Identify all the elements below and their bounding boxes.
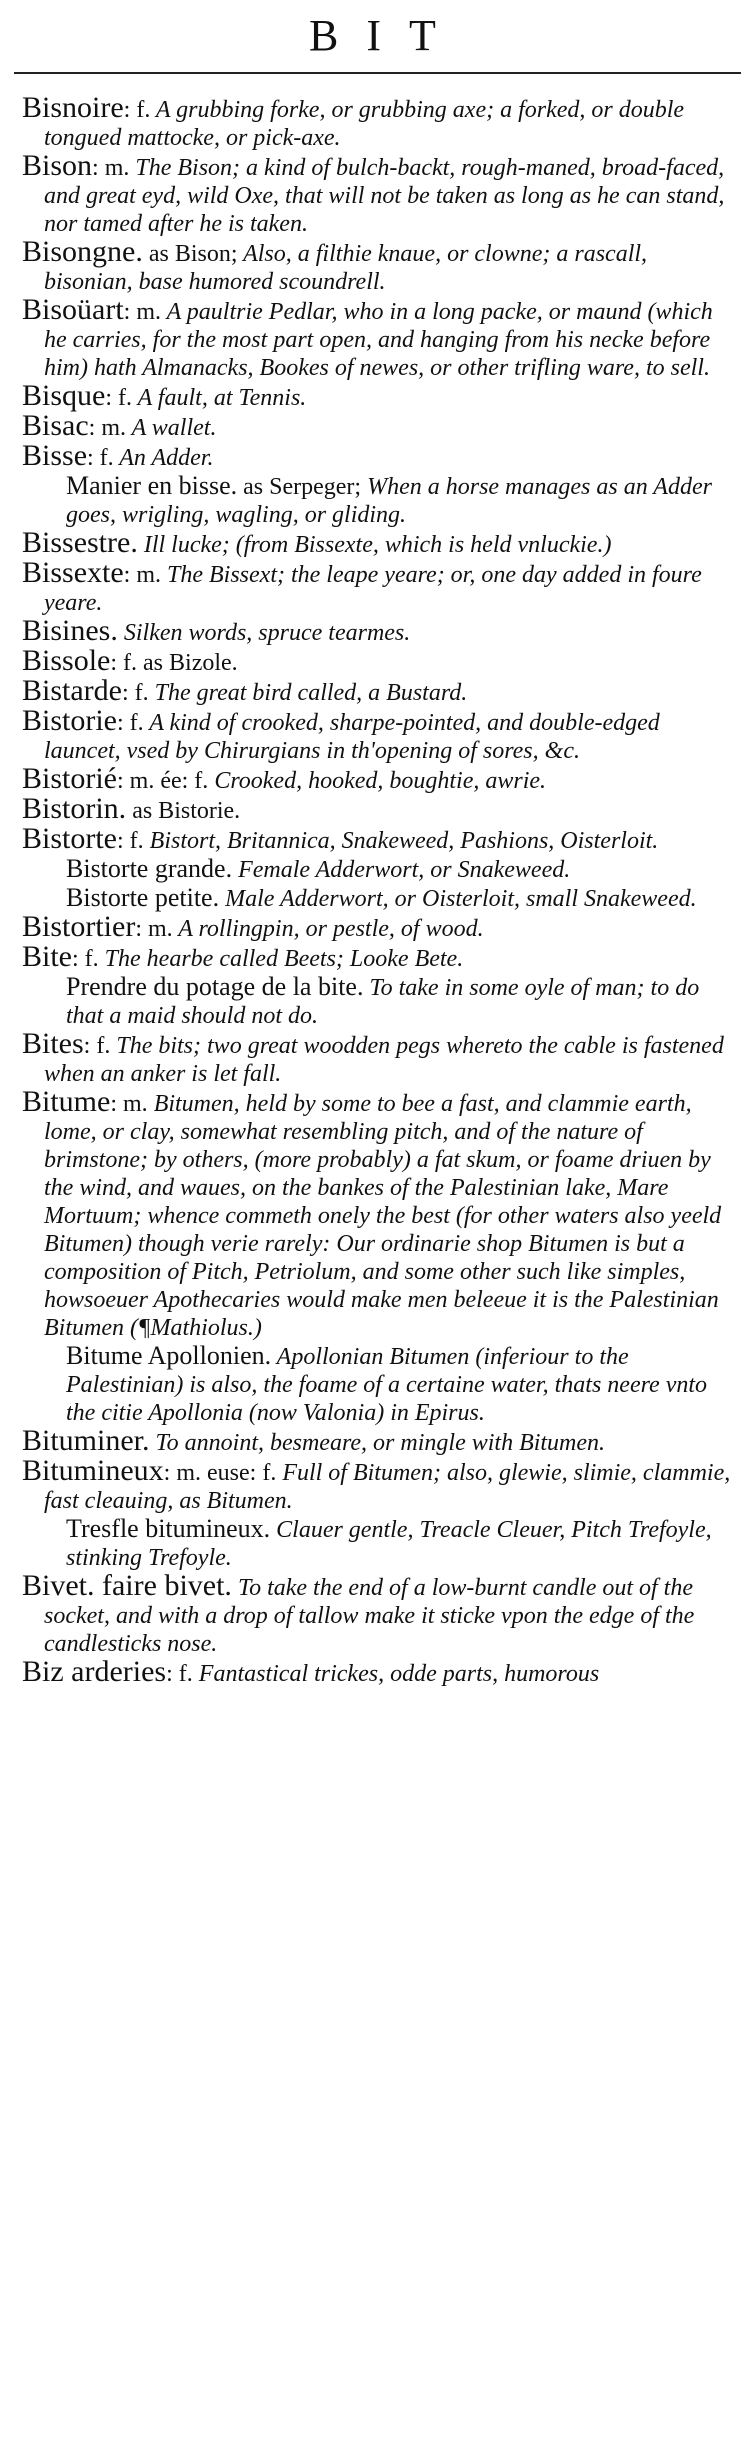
entry-definition: To take the end of a low-burnt candle out of the socket, and with a drop of tallow make it sticke vpon the edge of the candlesticks nose.	[44, 1575, 695, 1657]
entry-definition: A fault, at Tennis.	[132, 385, 307, 411]
dictionary-entry	[22, 1424, 735, 1457]
dictionary-entry	[22, 1027, 735, 1088]
entry-definition: Full of Bitumen; also, glewie, slimie, clammie, fast cleauing, as Bitumen.	[44, 1460, 731, 1514]
sub-entry	[44, 1342, 735, 1427]
entry-definition: The hearbe called Beets; Looke Bete.	[98, 946, 464, 972]
entry-definition: A rollingpin, or pestle, of wood.	[172, 916, 484, 942]
entry-definition: An Adder.	[113, 445, 214, 471]
entry-grammar-label: : m.	[123, 562, 162, 588]
entry-definition: The Bison; a kind of bulch-backt, rough-maned, broad-faced, and great eyd, wild Oxe, that will not be taken as long as he can stand, nor tamed after he is taken.	[44, 155, 725, 237]
entry-headword: Bistorie	[22, 704, 117, 737]
entry-definition: Bistort, Britannica, Snakeweed, Pashions, Oisterloit.	[143, 828, 659, 854]
dictionary-entry	[22, 235, 735, 296]
entry-headword: Bissole	[22, 644, 111, 677]
entry-grammar-label: : f.	[87, 445, 114, 471]
entry-headword: Bisongne.	[22, 235, 143, 268]
entry-headword: Bivet. faire bivet.	[22, 1569, 232, 1602]
entry-grammar-label: : m. ée: f.	[117, 768, 209, 794]
entry-grammar-label: : m.	[135, 916, 173, 942]
entry-definition: Male Adderwort, or Oisterloit, small Snakeweed.	[219, 886, 697, 912]
entry-headword: Bistorte petite.	[66, 883, 220, 912]
entry-headword: Bistorte grande.	[66, 854, 233, 883]
entry-headword: Biz arderies	[22, 1655, 167, 1688]
sub-entry	[44, 855, 735, 884]
entry-headword: Prendre du potage de la bite.	[66, 972, 364, 1001]
entry-headword: Bitume	[22, 1085, 111, 1118]
entry-grammar-label: : m.	[92, 155, 130, 181]
entry-grammar-label: : f. as Bizole.	[110, 650, 238, 676]
dictionary-entry	[22, 409, 735, 442]
entry-definition: Apollonian Bitumen (inferiour to the Palestinian) is also, the foame of a certaine water, thats neere vnto the citie Apollonia (now Valonia) in Epirus.	[66, 1344, 708, 1426]
entry-definition: Fantastical trickes, odde parts, humorous	[192, 1661, 600, 1687]
sub-entry	[44, 472, 735, 529]
entry-grammar-label: : f.	[117, 828, 144, 854]
entry-headword: Bites	[22, 1027, 84, 1060]
entry-list	[0, 74, 745, 1688]
dictionary-entry	[22, 614, 735, 647]
entry-definition: When a horse manages as an Adder goes, wrigling, wagling, or gliding.	[66, 474, 712, 528]
dictionary-entry	[22, 1655, 735, 1688]
entry-definition: A paultrie Pedlar, who in a long packe, or maund (which he carries, for the most part open, and hanging from his necke before him) hath Almanacks, Bookes of newes, or other trifling ware, to sell.	[44, 299, 713, 381]
entry-grammar-label: : m. euse: f.	[163, 1460, 277, 1486]
dictionary-entry	[22, 762, 735, 795]
dictionary-entry	[22, 674, 735, 707]
sub-entry	[44, 973, 735, 1030]
entry-definition: The great bird called, a Bustard.	[148, 680, 468, 706]
page-header: BIT	[309, 11, 464, 60]
sub-entry	[44, 1515, 735, 1572]
entry-headword: Bisoüart	[22, 293, 124, 326]
dictionary-entry	[22, 940, 735, 973]
entry-headword: Bisnoire	[22, 91, 124, 124]
dictionary-entry	[22, 704, 735, 765]
entry-definition: Crooked, hooked, boughtie, awrie.	[208, 768, 547, 794]
entry-headword: Bitume Apollonien.	[66, 1341, 272, 1370]
entry-definition: Silken words, spruce tearmes.	[117, 620, 411, 646]
entry-definition: A kind of crooked, sharpe-pointed, and double-edged launcet, vsed by Chirurgians in th'opening of sores, &c.	[44, 710, 660, 764]
dictionary-entry	[22, 91, 735, 152]
entry-headword: Bistorin.	[22, 792, 127, 825]
dictionary-entry	[22, 293, 735, 382]
entry-grammar-label: : f.	[121, 680, 149, 706]
entry-definition: Ill lucke; (from Bissexte, which is held vnluckie.)	[137, 532, 612, 558]
entry-headword: Bistorié	[22, 762, 117, 795]
entry-headword: Bisines.	[22, 614, 118, 647]
sub-entry	[44, 884, 735, 913]
dictionary-entry	[22, 1085, 735, 1342]
entry-headword: Bison	[22, 149, 93, 182]
entry-headword: Manier en bisse.	[66, 471, 238, 500]
dictionary-entry	[22, 1454, 735, 1515]
entry-headword: Bisac	[22, 409, 89, 442]
entry-headword: Bitumineux	[22, 1454, 164, 1487]
entry-headword: Tresfle bitumineux.	[66, 1514, 271, 1543]
entry-definition: A grubbing forke, or grubbing axe; a forked, or double tongued mattocke, or pick-axe.	[44, 97, 685, 151]
entry-headword: Bite	[22, 940, 72, 973]
entry-grammar-label: : f.	[166, 1661, 193, 1687]
dictionary-entry	[22, 910, 735, 943]
entry-definition: Clauer gentle, Treacle Cleuer, Pitch Trefoyle, stinking Trefoyle.	[66, 1517, 712, 1571]
entry-headword: Bistorte	[22, 822, 117, 855]
dictionary-entry	[22, 149, 735, 238]
entry-headword: Bistortier	[22, 910, 136, 943]
dictionary-entry	[22, 644, 735, 677]
entry-headword: Bituminer.	[22, 1424, 150, 1457]
entry-headword: Bissestre.	[22, 526, 138, 559]
dictionary-entry	[22, 822, 735, 855]
entry-headword: Bistarde	[22, 674, 122, 707]
entry-definition: Also, a filthie knaue, or clowne; a rascall, bisonian, base humored scoundrell.	[44, 241, 648, 295]
entry-definition: To take in some oyle of man; to do that a maid should not do.	[66, 975, 700, 1029]
entry-grammar-label: : f.	[105, 385, 133, 411]
dictionary-entry	[22, 379, 735, 412]
dictionary-entry	[22, 1569, 735, 1658]
entry-grammar-label: : f.	[72, 946, 99, 972]
dictionary-entry	[22, 556, 735, 617]
entry-definition: To annoint, besmeare, or mingle with Bitumen.	[149, 1430, 606, 1456]
entry-grammar-label: as Serpeger;	[237, 474, 362, 500]
entry-grammar-label: : f.	[123, 97, 151, 123]
dictionary-entry	[22, 526, 735, 559]
entry-grammar-label: as Bison;	[142, 241, 238, 267]
entry-definition: A wallet.	[126, 415, 217, 441]
entry-grammar-label: : m.	[123, 299, 162, 325]
entry-grammar-label: : f.	[117, 710, 144, 736]
dictionary-entry	[22, 439, 735, 472]
entry-definition: The Bissext; the leape yeare; or, one day added in foure yeare.	[44, 562, 702, 616]
entry-definition: The bits; two great woodden pegs whereto the cable is fastened when an anker is let fall.	[44, 1033, 724, 1087]
entry-grammar-label: : m.	[110, 1091, 148, 1117]
entry-definition: Bitumen, held by some to bee a fast, and clammie earth, lome, or clay, somewhat resembling pitch, and of the nature of brimstone; by others, (more probably) a fat skum, or foame driuen by the wind, and waues, on the bankes of the Palestinian lake, Mare Mortuum; whence commeth onely the best (for other waters also yeeld Bitumen) though verie rarely: Our ordinarie shop Bitumen is but a composition of Pitch, Petriolum, and some other such like simples, howsoeuer Apothecaries would make men beleeue it is the Palestinian Bitumen (¶Mathiolus.)	[44, 1091, 722, 1341]
entry-grammar-label: as Bistorie.	[126, 798, 241, 824]
entry-headword: Bisse	[22, 439, 88, 472]
dictionary-entry	[22, 792, 735, 825]
entry-headword: Bisque	[22, 379, 106, 412]
entry-definition: Female Adderwort, or Snakeweed.	[232, 857, 571, 883]
entry-grammar-label: : m.	[88, 415, 126, 441]
entry-headword: Bissexte	[22, 556, 124, 589]
entry-grammar-label: : f.	[83, 1033, 111, 1059]
